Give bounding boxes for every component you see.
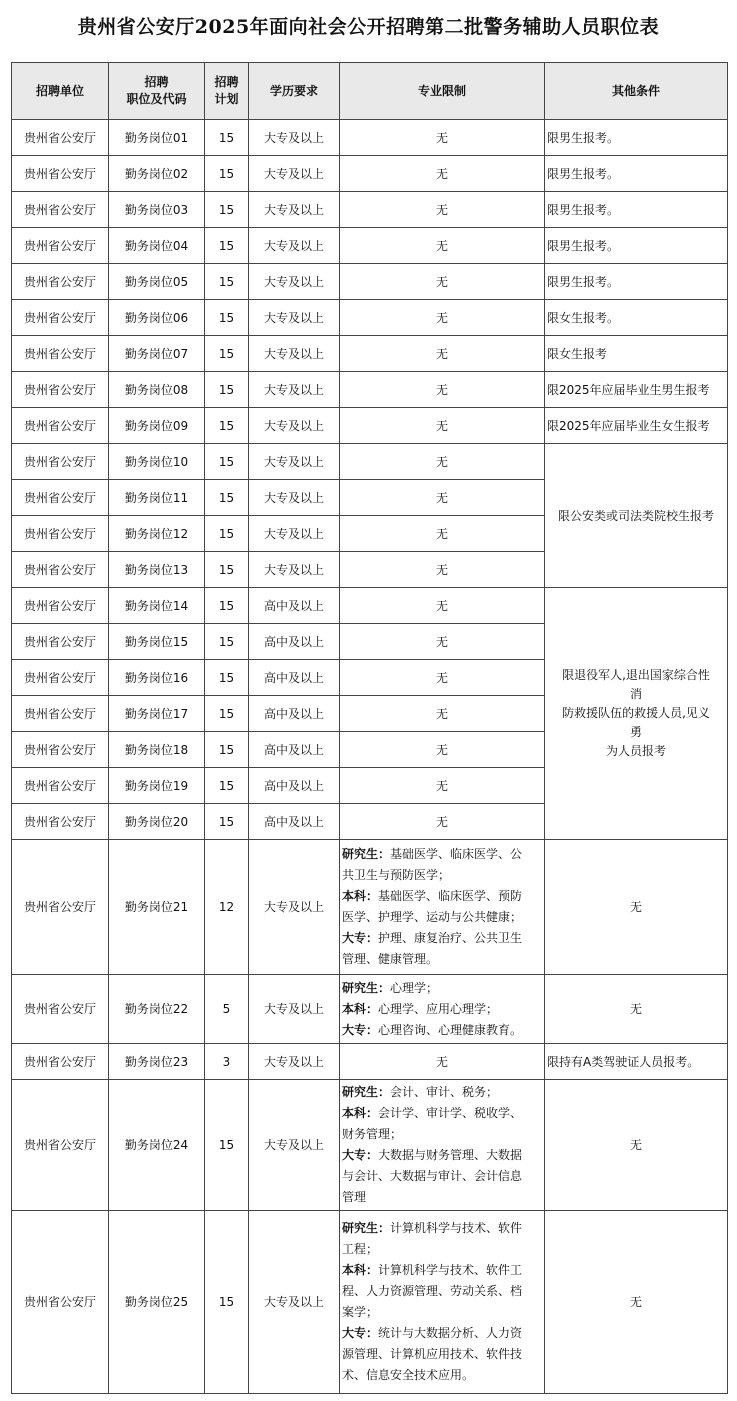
education-cell: 高中及以上 [249, 624, 340, 660]
unit-cell: 贵州省公安厅 [12, 552, 109, 588]
ug-label: 本科： [342, 1263, 379, 1277]
major-cell: 无 [340, 588, 545, 624]
education-cell: 大专及以上 [249, 228, 340, 264]
major-cell: 无 [340, 660, 545, 696]
plan-cell: 15 [205, 192, 249, 228]
jc-text-cont: 与会计、大数据与审计、会计信息 [342, 1169, 523, 1183]
unit-cell: 贵州省公安厅 [12, 1080, 109, 1211]
education-cell: 大专及以上 [249, 480, 340, 516]
table-row [12, 156, 728, 192]
unit-cell: 贵州省公安厅 [12, 975, 109, 1044]
header-position-line2: 职位及代码 [126, 92, 187, 106]
major-cell: 无 [340, 336, 545, 372]
major-cell-detailed [340, 840, 545, 975]
other-cell: 无 [545, 975, 728, 1044]
other-cell: 无 [545, 1211, 728, 1394]
education-cell: 大专及以上 [249, 264, 340, 300]
ug-label: 本科： [342, 1106, 379, 1120]
education-cell: 大专及以上 [249, 156, 340, 192]
position-cell: 勤务岗位05 [109, 264, 205, 300]
jc-text-cont-2: 管理 [342, 1190, 367, 1204]
pg-text-cont: 工程； [342, 1242, 379, 1256]
unit-cell: 贵州省公安厅 [12, 228, 109, 264]
major-cell: 无 [340, 228, 545, 264]
position-cell: 勤务岗位04 [109, 228, 205, 264]
unit-cell: 贵州省公安厅 [12, 696, 109, 732]
major-cell: 无 [340, 768, 545, 804]
education-cell: 大专及以上 [249, 120, 340, 156]
table-row [12, 975, 728, 1044]
position-cell: 勤务岗位17 [109, 696, 205, 732]
table-row [12, 1044, 728, 1080]
table-row [12, 1080, 728, 1211]
major-cell: 无 [340, 552, 545, 588]
header-other: 其他条件 [545, 63, 728, 120]
table-row [12, 444, 728, 480]
unit-cell: 贵州省公安厅 [12, 300, 109, 336]
header-unit: 招聘单位 [12, 63, 109, 120]
position-cell: 勤务岗位08 [109, 372, 205, 408]
plan-cell: 15 [205, 156, 249, 192]
plan-cell: 15 [205, 228, 249, 264]
table-row [12, 300, 728, 336]
ug-text-cont-2: 案学； [342, 1305, 379, 1319]
plan-cell: 15 [205, 516, 249, 552]
jc-label: 大专： [342, 1022, 379, 1037]
plan-cell: 15 [205, 588, 249, 624]
other-cell: 限女生报考。 [545, 300, 728, 336]
other-cell-merged-police-school: 限公安类或司法类院校生报考 [545, 444, 728, 588]
plan-cell: 15 [205, 336, 249, 372]
ug-text-cont: 财务管理； [342, 1127, 403, 1141]
unit-cell: 贵州省公安厅 [12, 408, 109, 444]
other-cell: 限男生报考。 [545, 264, 728, 300]
unit-cell: 贵州省公安厅 [12, 480, 109, 516]
position-cell: 勤务岗位06 [109, 300, 205, 336]
plan-cell: 15 [205, 552, 249, 588]
major-cell: 无 [340, 264, 545, 300]
table-header-row [12, 63, 728, 120]
major-cell: 无 [340, 516, 545, 552]
major-cell: 无 [340, 156, 545, 192]
table-row [12, 840, 728, 975]
other-cell: 无 [545, 840, 728, 975]
major-cell: 无 [340, 192, 545, 228]
education-cell: 大专及以上 [249, 444, 340, 480]
position-cell: 勤务岗位01 [109, 120, 205, 156]
education-cell: 大专及以上 [249, 336, 340, 372]
major-cell: 无 [340, 444, 545, 480]
ug-text: 心理学、应用心理学； [378, 1001, 499, 1016]
plan-cell: 15 [205, 300, 249, 336]
plan-cell: 15 [205, 120, 249, 156]
unit-cell: 贵州省公安厅 [12, 1211, 109, 1394]
education-cell: 高中及以上 [249, 732, 340, 768]
unit-cell: 贵州省公安厅 [12, 804, 109, 840]
unit-cell: 贵州省公安厅 [12, 336, 109, 372]
major-cell: 无 [340, 300, 545, 336]
education-cell: 高中及以上 [249, 804, 340, 840]
plan-cell: 15 [205, 444, 249, 480]
other-cell: 限2025年应届毕业生女生报考 [545, 408, 728, 444]
education-cell: 大专及以上 [249, 1080, 340, 1211]
jc-text: 心理咨询、心理健康教育。 [378, 1022, 523, 1037]
education-cell: 大专及以上 [249, 975, 340, 1044]
other-cell: 限男生报考。 [545, 192, 728, 228]
education-cell: 大专及以上 [249, 552, 340, 588]
unit-cell: 贵州省公安厅 [12, 156, 109, 192]
major-cell-detailed [340, 1080, 545, 1211]
other-cell: 限男生报考。 [545, 228, 728, 264]
position-table [11, 62, 728, 1394]
major-cell-detailed [340, 1211, 545, 1394]
unit-cell: 贵州省公安厅 [12, 264, 109, 300]
plan-cell: 15 [205, 660, 249, 696]
page-title: 贵州省公安厅2025年面向社会公开招聘第二批警务辅助人员职位表 [77, 16, 660, 38]
plan-cell: 15 [205, 264, 249, 300]
position-cell: 勤务岗位11 [109, 480, 205, 516]
other-cell-merged-veteran [545, 588, 728, 840]
ug-label: 本科： [342, 889, 379, 903]
education-cell: 大专及以上 [249, 516, 340, 552]
ug-text: 基础医学、临床医学、预防 [378, 889, 523, 903]
pg-text: 基础医学、临床医学、公 [390, 847, 523, 861]
table-row [12, 192, 728, 228]
table-row [12, 120, 728, 156]
position-cell: 勤务岗位18 [109, 732, 205, 768]
position-cell: 勤务岗位21 [109, 840, 205, 975]
education-cell: 大专及以上 [249, 1211, 340, 1394]
education-cell: 大专及以上 [249, 408, 340, 444]
pg-text-cont: 共卫生与预防医学； [342, 868, 451, 882]
pg-text: 心理学； [390, 980, 439, 995]
plan-cell: 15 [205, 732, 249, 768]
education-cell: 高中及以上 [249, 660, 340, 696]
pg-text: 计算机科学与技术、软件 [390, 1221, 523, 1235]
header-plan-line1: 招聘 [214, 75, 239, 89]
position-cell: 勤务岗位09 [109, 408, 205, 444]
jc-text-cont-2: 术、信息安全技术应用。 [342, 1368, 475, 1382]
ug-text: 计算机科学与技术、软件工 [378, 1263, 523, 1277]
major-cell: 无 [340, 120, 545, 156]
plan-cell: 15 [205, 372, 249, 408]
jc-text: 大数据与财务管理、大数据 [378, 1148, 523, 1162]
education-cell: 大专及以上 [249, 192, 340, 228]
plan-cell: 15 [205, 1080, 249, 1211]
education-cell: 大专及以上 [249, 300, 340, 336]
unit-cell: 贵州省公安厅 [12, 588, 109, 624]
education-cell: 大专及以上 [249, 372, 340, 408]
position-cell: 勤务岗位13 [109, 552, 205, 588]
pg-text: 会计、审计、税务； [390, 1085, 499, 1099]
pg-label: 研究生： [342, 847, 391, 861]
unit-cell: 贵州省公安厅 [12, 516, 109, 552]
position-cell: 勤务岗位20 [109, 804, 205, 840]
major-cell: 无 [340, 1044, 545, 1080]
unit-cell: 贵州省公安厅 [12, 624, 109, 660]
position-cell: 勤务岗位24 [109, 1080, 205, 1211]
unit-cell: 贵州省公安厅 [12, 660, 109, 696]
education-cell: 高中及以上 [249, 696, 340, 732]
header-plan-line2: 计划 [214, 92, 239, 106]
header-plan [205, 63, 249, 120]
unit-cell: 贵州省公安厅 [12, 840, 109, 975]
plan-cell: 5 [205, 975, 249, 1044]
plan-cell: 15 [205, 480, 249, 516]
position-cell: 勤务岗位07 [109, 336, 205, 372]
position-cell: 勤务岗位23 [109, 1044, 205, 1080]
major-cell: 无 [340, 696, 545, 732]
veteran-line-1: 限退役军人,退出国家综合性消 [562, 668, 710, 701]
other-cell: 限2025年应届毕业生男生报考 [545, 372, 728, 408]
position-cell: 勤务岗位03 [109, 192, 205, 228]
table-row [12, 228, 728, 264]
education-cell: 高中及以上 [249, 588, 340, 624]
position-cell: 勤务岗位19 [109, 768, 205, 804]
ug-text: 会计学、审计学、税收学、 [378, 1106, 523, 1120]
pg-label: 研究生： [342, 1221, 391, 1235]
jc-text-cont: 源管理、计算机应用技术、软件技 [342, 1347, 523, 1361]
table-row [12, 372, 728, 408]
major-cell: 无 [340, 408, 545, 444]
position-cell: 勤务岗位16 [109, 660, 205, 696]
jc-text: 统计与大数据分析、人力资 [378, 1326, 523, 1340]
pg-label: 研究生： [342, 980, 391, 995]
header-position [109, 63, 205, 120]
plan-cell: 3 [205, 1044, 249, 1080]
plan-cell: 12 [205, 840, 249, 975]
plan-cell: 15 [205, 408, 249, 444]
unit-cell: 贵州省公安厅 [12, 120, 109, 156]
ug-text-cont: 医学、护理学、运动与公共健康； [342, 910, 523, 924]
pg-label: 研究生： [342, 1085, 391, 1099]
table-row [12, 264, 728, 300]
unit-cell: 贵州省公安厅 [12, 1044, 109, 1080]
veteran-line-2: 防救援队伍的救援人员,见义勇 [562, 706, 710, 739]
table-row [12, 588, 728, 624]
position-cell: 勤务岗位14 [109, 588, 205, 624]
plan-cell: 15 [205, 1211, 249, 1394]
plan-cell: 15 [205, 624, 249, 660]
ug-text-cont: 程、人力资源管理、劳动关系、档 [342, 1284, 523, 1298]
table-row [12, 408, 728, 444]
major-cell: 无 [340, 480, 545, 516]
veteran-line-3: 为人员报考 [605, 744, 666, 758]
major-cell-detailed [340, 975, 545, 1044]
unit-cell: 贵州省公安厅 [12, 732, 109, 768]
position-cell: 勤务岗位22 [109, 975, 205, 1044]
other-cell: 无 [545, 1080, 728, 1211]
education-cell: 高中及以上 [249, 768, 340, 804]
jc-text: 护理、康复治疗、公共卫生 [378, 931, 523, 945]
position-cell: 勤务岗位10 [109, 444, 205, 480]
other-cell: 限男生报考。 [545, 120, 728, 156]
position-cell: 勤务岗位02 [109, 156, 205, 192]
unit-cell: 贵州省公安厅 [12, 372, 109, 408]
unit-cell: 贵州省公安厅 [12, 768, 109, 804]
position-cell: 勤务岗位12 [109, 516, 205, 552]
plan-cell: 15 [205, 804, 249, 840]
header-education: 学历要求 [249, 63, 340, 120]
header-position-line1: 招聘 [144, 75, 169, 89]
major-cell: 无 [340, 804, 545, 840]
plan-cell: 15 [205, 696, 249, 732]
table-row [12, 1211, 728, 1394]
unit-cell: 贵州省公安厅 [12, 192, 109, 228]
plan-cell: 15 [205, 768, 249, 804]
major-cell: 无 [340, 372, 545, 408]
ug-label: 本科： [342, 1001, 379, 1016]
jc-label: 大专： [342, 931, 379, 945]
jc-text-cont: 管理、健康管理。 [342, 952, 439, 966]
position-cell: 勤务岗位25 [109, 1211, 205, 1394]
major-cell: 无 [340, 732, 545, 768]
position-cell: 勤务岗位15 [109, 624, 205, 660]
jc-label: 大专： [342, 1148, 379, 1162]
unit-cell: 贵州省公安厅 [12, 444, 109, 480]
other-cell: 限持有A类驾驶证人员报考。 [545, 1044, 728, 1080]
jc-label: 大专： [342, 1326, 379, 1340]
other-cell: 限女生报考 [545, 336, 728, 372]
table-row [12, 336, 728, 372]
header-major: 专业限制 [340, 63, 545, 120]
education-cell: 大专及以上 [249, 1044, 340, 1080]
major-cell: 无 [340, 624, 545, 660]
education-cell: 大专及以上 [249, 840, 340, 975]
other-cell: 限男生报考。 [545, 156, 728, 192]
